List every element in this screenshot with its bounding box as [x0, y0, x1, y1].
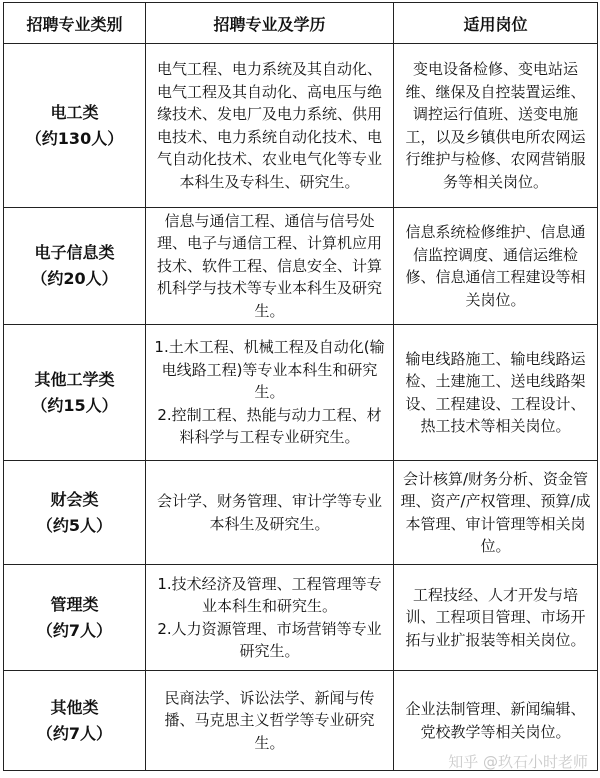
majors-cell [146, 325, 394, 461]
category-cell [4, 461, 146, 565]
table-row [4, 44, 598, 208]
table-row [4, 461, 598, 565]
header-positions: 适用岗位 [394, 3, 598, 44]
header-majors: 招聘专业及学历 [146, 3, 394, 44]
majors-cell [146, 208, 394, 325]
majors-text: 会计学、财务管理、审计学等专业本科生及研究生。 [156, 492, 382, 533]
category-count: （约7人） [36, 620, 113, 640]
category-cell [4, 325, 146, 461]
positions-cell: 信息系统检修维护、信息通信监控调度、通信运维检修、信息通信工程建设等相关岗位。 [394, 208, 598, 325]
category-name: 电工类 [50, 102, 99, 122]
majors-item-1: 1.土木工程、机械工程及自动化(输电线路工程)等专业本科生和研究生。 [154, 338, 385, 402]
positions-cell: 输电线路施工、输电线路运检、土建施工、送电线路架设、工程建设、工程设计、热工技术等相关岗位。 [394, 325, 598, 461]
positions-cell: 会计核算/财务分析、资金管理、资产/产权管理、预算/成本管理、审计管理等相关岗位。 [394, 461, 598, 565]
header-category: 招聘专业类别 [4, 3, 146, 44]
zhihu-watermark: 知乎 @玖石小时老师 [448, 753, 588, 771]
category-name: 电子信息类 [34, 243, 115, 262]
majors-text: 电气工程、电力系统及其自动化、电气工程及其自动化、高电压与绝缘技术、发电厂及电力系统、供用电技术、电力系统自动化技术、电气自动化技术、农业电气化等专业本科生及专科生、研究生。 [156, 60, 382, 191]
table-header-row [4, 3, 598, 44]
majors-item-1: 1.技术经济及管理、工程管理等专业本科生和研究生。 [157, 574, 382, 615]
majors-text: 民商法学、诉讼法学、新闻与传播、马克思主义哲学等专业研究生。 [164, 688, 375, 752]
majors-text: 信息与通信工程、通信与信号处理、电子与通信工程、计算机应用技术、软件工程、信息安全、计算机科学与技术等专业本科生及研究生。 [156, 211, 382, 320]
category-cell [4, 208, 146, 325]
majors-cell [146, 44, 394, 208]
category-cell [4, 44, 146, 208]
category-name: 其他类 [50, 697, 99, 717]
category-count: （约5人） [36, 515, 113, 535]
majors-item-2: 2.人力资源管理、市场营销等专业研究生。 [157, 619, 382, 660]
category-count: （约130人） [25, 128, 124, 148]
positions-cell: 工程技经、人才开发与培训、工程项目管理、市场开拓与业扩报装等相关岗位。 [394, 565, 598, 671]
category-count: （约7人） [36, 723, 113, 743]
category-cell [4, 671, 146, 771]
table-row [4, 208, 598, 325]
positions-cell: 变电设备检修、变电站运维、继保及自控装置运维、调控运行值班、送变电施工，以及乡镇供电所农网运行维护与检修、农网营销服务等相关岗位。 [394, 44, 598, 208]
majors-cell [146, 461, 394, 565]
category-name: 财会类 [50, 489, 99, 509]
majors-cell [146, 671, 394, 771]
positions-cell: 企业法制管理、新闻编辑、党校教学等相关岗位。 [394, 671, 598, 771]
category-name: 其他工学类 [34, 369, 115, 389]
table-row [4, 325, 598, 461]
recruitment-table [3, 2, 598, 771]
table-row [4, 565, 598, 671]
majors-cell [146, 565, 394, 671]
majors-item-2: 2.控制工程、热能与动力工程、材料科学与工程专业研究生。 [157, 405, 382, 447]
category-name: 管理类 [50, 594, 99, 614]
category-count: （约20人） [31, 269, 118, 288]
category-cell [4, 565, 146, 671]
category-count: （约15人） [31, 395, 118, 415]
